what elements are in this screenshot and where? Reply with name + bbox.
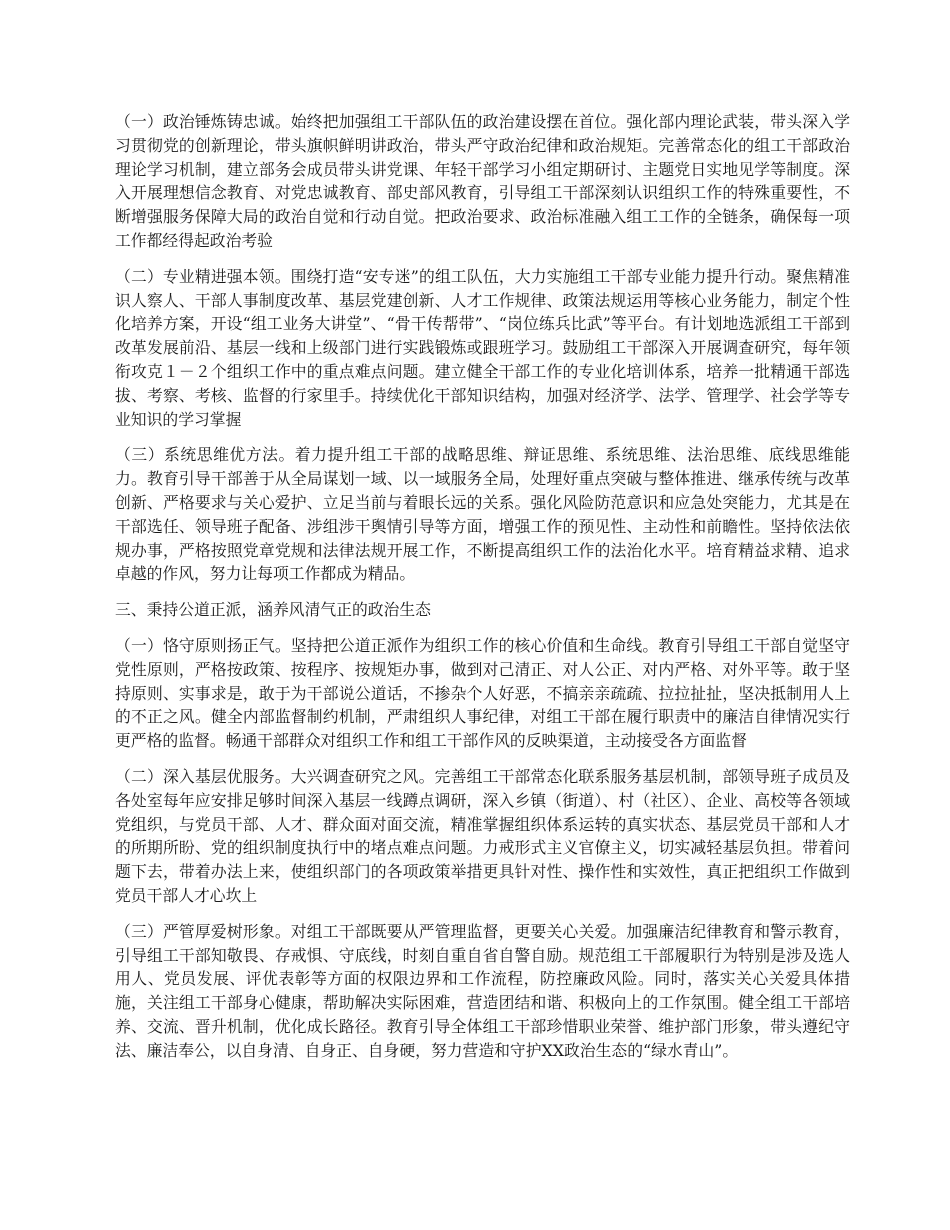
document-body — [115, 110, 850, 1074]
paragraph-systems-thinking: （三）系统思维优方法。着力提升组工干部的战略思维、辩证思维、系统思维、法治思维、底线思维能力。教育引导干部善于从全局谋划一域、以一域服务全局，处理好重点突破与整体推进、继承传统与改革创新、严格要求与关心爱护、立足当前与着眼长远的关系。强化风险防范意识和应急处突能力，尤其是在干部选任、领导班子配备、涉组涉干舆情引导等方面，增强工作的预见性、主动性和前瞻性。坚持依法依规办事，严格按照党章党规和法律法规开展工作，不断提高组织工作的法治化水平。培育精益求精、追求卓越的作风，努力让每项工作都成为精品。 — [115, 445, 850, 584]
paragraph-strict-management: （三）严管厚爱树形象。对组工干部既要从严管理监督，更要关心关爱。加强廉洁纪律教育和警示教育，引导组工干部知敬畏、存戒惧、守底线，时刻自重自省自警自励。规范组工干部履职行为特别是涉及选人用人、党员发展、评优表彰等方面的权限边界和工作流程，防控廉政风险。同时，落实关心关爱具体措施，关注组工干部身心健康，帮助解决实际困难，营造团结和谐、积极向上的工作氛围。健全组工干部培养、交流、晋升机制，优化成长路径。教育引导全体组工干部珍惜职业荣誉、维护部门形象，带头遵纪守法、廉洁奉公，以自身清、自身正、自身硬，努力营造和守护XX政治生态的“绿水青山”。 — [115, 921, 850, 1060]
paragraph-uphold-principles: （一）恪守原则扬正气。坚持把公道正派作为组织工作的核心价值和生命线。教育引导组工干部自觉坚守党性原则，严格按政策、按程序、按规矩办事，做到对己清正、对人公正、对内严格、对外平等。敢于坚持原则、实事求是，敢于为干部说公道话，不掺杂个人好恶，不搞亲亲疏疏、拉拉扯扯，坚决抵制用人上的不正之风。健全内部监督制约机制，严肃组织人事纪律，对组工干部在履行职责中的廉洁自律情况实行更严格的监督。畅通干部群众对组织工作和组工干部作风的反映渠道，主动接受各方面监督 — [115, 635, 850, 751]
paragraph-grassroots-service: （二）深入基层优服务。大兴调查研究之风。完善组工干部常态化联系服务基层机制，部领导班子成员及各处室每年应安排足够时间深入基层一线蹲点调研，深入乡镇（街道）、村（社区）、企业、高校等各领域党组织，与党员干部、人才、群众面对面交流，精准掌握组织体系运转的真实状态、基层党员干部和人才的所期所盼、党的组织制度执行中的堵点难点问题。力戒形式主义官僚主义，切实减轻基层负担。带着问题下去，带着办法上来，使组织部门的各项政策举措更具针对性、操作性和实效性，真正把组织工作做到党员干部人才心坎上 — [115, 766, 850, 905]
paragraph-political-loyalty: （一）政治锤炼铸忠诚。始终把加强组工干部队伍的政治建设摆在首位。强化部内理论武装，带头深入学习贯彻党的创新理论，带头旗帜鲜明讲政治，带头严守政治纪律和政治规矩。完善常态化的组工干部政治理论学习机制，建立部务会成员带头讲党课、年轻干部学习小组定期研讨、主题党日实地见学等制度。深入开展理想信念教育、对党忠诚教育、部史部风教育，引导组工干部深刻认识组织工作的特殊重要性，不断增强服务保障大局的政治自觉和行动自觉。把政治要求、政治标准融入组工工作的全链条，确保每一项工作都经得起政治考验 — [115, 112, 850, 250]
section-heading-3: 三、秉持公道正派，涵养风清气正的政治生态 — [115, 600, 431, 620]
paragraph-professional-skills: （二）专业精进强本领。围绕打造“安专迷”的组工队伍，大力实施组工干部专业能力提升行动。聚焦精准识人察人、干部人事制度改革、基层党建创新、人才工作规律、政策法规运用等核心业务能力，制定个性化培养方案，开设“组工业务大讲堂”、“骨干传帮带”、“岗位练兵比武”等平台。有计划地选派组工干部到改革发展前沿、基层一线和上级部门进行实践锻炼或跟班学习。鼓励组工干部深入开展调查研究，每年领衔攻克１－２个组织工作中的重点难点问题。建立健全干部工作的专业化培训体系，培养一批精通干部选拔、考察、考核、监督的行家里手。持续优化干部知识结构，加强对经济学、法学、管理学、社会学等专业知识的学习掌握 — [115, 266, 850, 429]
